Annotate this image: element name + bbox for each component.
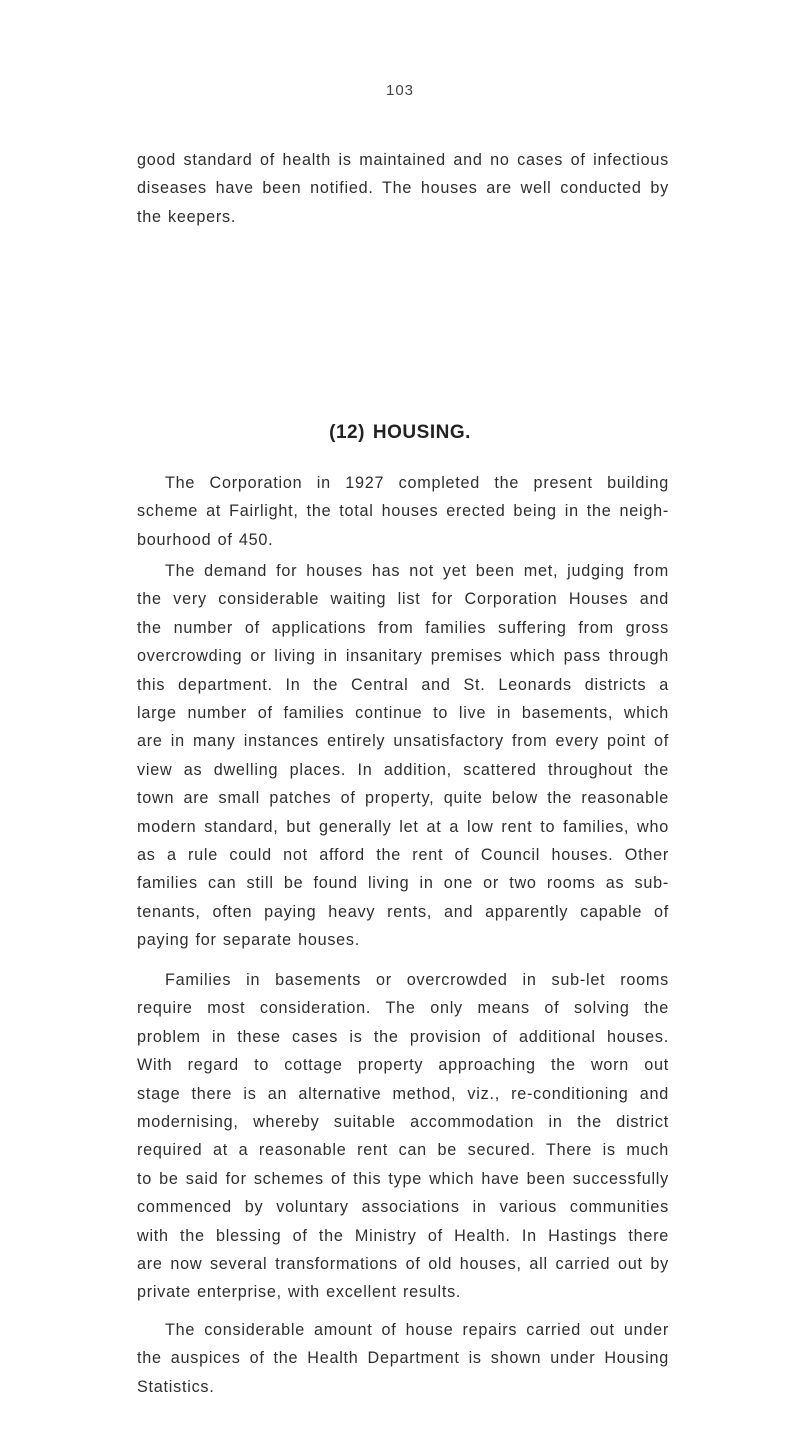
text-line: view as dwelling places. In addition, scattered throughout the xyxy=(137,760,669,779)
text-line: the keepers. xyxy=(137,207,237,226)
text-line: town are small patches of property, quite below the reasonable xyxy=(137,789,669,808)
text-line: modern standard, but generally let at a low rent to families, who xyxy=(137,817,669,836)
paragraph-building-scheme xyxy=(137,469,669,554)
text-line: Families in basements or overcrowded in sub-let rooms xyxy=(165,971,669,989)
text-line: commenced by voluntary associations in various communities xyxy=(137,1198,669,1217)
text-line: bourhood of 450. xyxy=(137,530,274,549)
text-line: with the blessing of the Ministry of Health. In Hastings there xyxy=(137,1226,669,1245)
text-line: as a rule could not afford the rent of Council houses. Other xyxy=(137,846,669,865)
section-number: (12) xyxy=(329,422,365,443)
text-line: paying for separate houses. xyxy=(137,931,361,950)
text-line: the number of applications from families suffering from gross xyxy=(137,618,669,637)
text-line: problem in these cases is the provision of additional houses. xyxy=(137,1027,669,1046)
text-line: stage there is an alternative method, viz., re-conditioning and xyxy=(137,1084,669,1103)
text-line: The considerable amount of house repairs carried out under xyxy=(165,1321,669,1339)
text-line: require most consideration. The only means of solving the xyxy=(137,999,669,1018)
paragraph-basements xyxy=(137,966,669,1307)
text-line: required at a reasonable rent can be secured. There is much xyxy=(137,1141,669,1160)
text-line: are in many instances entirely unsatisfactory from every point of xyxy=(137,732,669,751)
text-line: private enterprise, with excellent results. xyxy=(137,1283,462,1302)
text-line: the very considerable waiting list for Corporation Houses and xyxy=(137,590,669,609)
text-line: With regard to cottage property approaching the worn out xyxy=(137,1056,669,1075)
section-heading xyxy=(0,422,800,444)
text-line: tenants, often paying heavy rents, and apparently capable of xyxy=(137,902,669,921)
text-line: families can still be found living in one or two rooms as sub- xyxy=(137,874,669,893)
section-title: HOUSING. xyxy=(372,422,471,443)
page-number: 103 xyxy=(385,82,415,99)
text-line: overcrowding or living in insanitary premises which pass through xyxy=(137,647,669,666)
intro-paragraph xyxy=(137,146,669,231)
text-line: large number of families continue to live in basements, which xyxy=(137,704,669,723)
text-line: the auspices of the Health Department is shown under Housing xyxy=(137,1349,669,1368)
text-line: this department. In the Central and St. Leonards districts a xyxy=(137,675,669,694)
text-line: The demand for houses has not yet been met, judging from xyxy=(165,562,669,580)
text-line: to be said for schemes of this type which have been successfully xyxy=(137,1169,669,1188)
paragraph-housing-demand xyxy=(137,557,669,955)
text-line: diseases have been notified. The houses are well conducted by xyxy=(137,179,669,198)
text-line: modernising, whereby suitable accommodation in the district xyxy=(137,1113,669,1132)
text-line: The Corporation in 1927 completed the present building xyxy=(165,474,669,492)
text-line: good standard of health is maintained and no cases of infectious xyxy=(137,151,669,169)
text-line: Statistics. xyxy=(137,1377,215,1396)
text-line: are now several transformations of old houses, all carried out by xyxy=(137,1255,669,1274)
paragraph-house-repairs xyxy=(137,1316,669,1401)
text-line: scheme at Fairlight, the total houses erected being in the neigh- xyxy=(137,502,669,521)
